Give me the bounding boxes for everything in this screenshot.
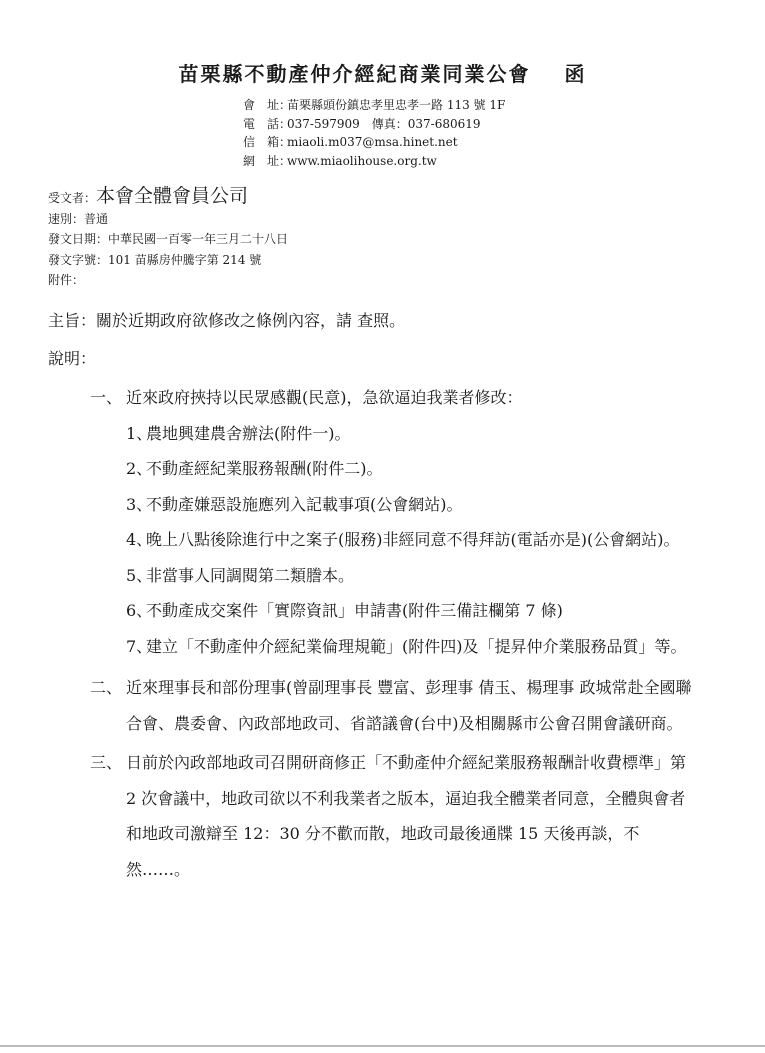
item-number: 2、 [126,459,153,478]
attachment-row [48,270,288,291]
section-number: 二、 [90,678,123,697]
contact-email [243,133,505,152]
contact-value: 苗栗縣頭份鎮忠孝里忠孝一路 113 號 1F [287,98,506,112]
contact-label: 網 址： [243,153,292,168]
contact-website [243,152,505,171]
list-item [126,593,700,629]
contact-label: 會 址： [243,98,292,112]
document-type: 函 [564,62,587,86]
explanation-label: 說明： [48,349,97,368]
contact-value: www.miaolihouse.org.tw [287,153,437,168]
date-label: 發文日期： [48,232,109,247]
contact-value: miaoli.m037@msa.hinet.net [287,135,458,149]
speed-label: 速別： [48,211,85,226]
item-text: 晚上八點後除進行中之案子(服務)非經同意不得拜訪(電話亦是)(公會網站)。 [146,530,680,549]
section-text: 日前於內政部地政司召開研商修正「不動產仲介經紀業服務報酬計收費標準」第 2 次會議中，地政司欲以不利我業者之版本，逼迫我全體業者同意，全體與會者和地政司激辯至 12：30 分不歡而散，地政司最後通牒 15 天後再談，不然……。 [126,753,687,879]
attachment-label: 附件： [48,273,85,288]
speed-row [48,209,288,230]
item-number: 5、 [126,565,153,585]
list-item [126,629,700,665]
page-edge-divider [0,1045,765,1047]
subject-label: 主旨： [48,311,97,330]
item-text: 農地興建農舍辦法(附件一)。 [146,423,351,443]
section-3 [90,745,700,887]
item-number: 6、 [126,601,153,620]
item-number: 7、 [126,636,153,656]
recipient-row [48,186,288,209]
item-text: 不動產嫌惡設施應列入記載事項(公會網站)。 [146,494,463,514]
list-item [126,558,700,594]
contact-label: 信 箱： [243,135,292,149]
list-item [126,416,700,452]
list-item [126,522,700,558]
number-label: 發文字號： [48,252,109,267]
contact-phone [243,115,505,134]
item-number: 3、 [126,494,153,514]
contact-address [243,96,505,115]
document-number: 101 苗縣房仲騰字第 214 號 [108,252,262,267]
number-row [48,250,288,271]
section-number: 三、 [90,753,123,772]
item-number: 4、 [126,530,153,549]
subject [48,308,405,331]
document-title [0,58,765,87]
item-text: 不動產成交案件「實際資訊」申請書(附件三備註欄第 7 條) [146,601,563,620]
subject-text: 關於近期政府欲修改之條例內容，請 查照。 [96,311,406,330]
list-item [126,487,700,523]
contact-block [243,96,505,170]
section-1 [90,380,700,416]
section-number: 一、 [90,388,123,407]
contact-label: 電 話： [243,116,292,131]
section-text: 近來政府挾持以民眾感觀(民意)，急欲逼迫我業者修改： [126,388,523,407]
date-row [48,229,288,250]
recipient-label: 受文者： [48,191,97,205]
section-text: 近來理事長和部份理事(曾副理事長 豐富、彭理事 倩玉、楊理事 政城常赴全國聯合會、農委會、內政部地政司、省諮議會(台中)及相關縣市公會召開會議研商。 [126,678,692,733]
association-name: 苗栗縣不動產仲介經紀商業同業公會 [178,62,531,86]
explanation-body [90,380,700,887]
item-number: 1、 [126,423,153,443]
recipient: 本會全體會員公司 [96,185,249,207]
item-text: 不動產經紀業服務報酬(附件二)。 [146,459,383,478]
speed-value: 普通 [84,211,109,226]
document-meta [48,186,288,291]
section-1-items [126,416,700,665]
section-2 [90,670,700,741]
list-item [126,451,700,487]
item-text: 建立「不動產仲介經紀業倫理規範」(附件四)及「提昇仲介業服務品質」等。 [146,636,687,656]
issue-date: 中華民國一百零一年三月二十八日 [108,232,289,247]
contact-value: 037-597909 傳真：037-680619 [287,116,481,131]
item-text: 非當事人同調閱第二類謄本。 [146,565,355,585]
